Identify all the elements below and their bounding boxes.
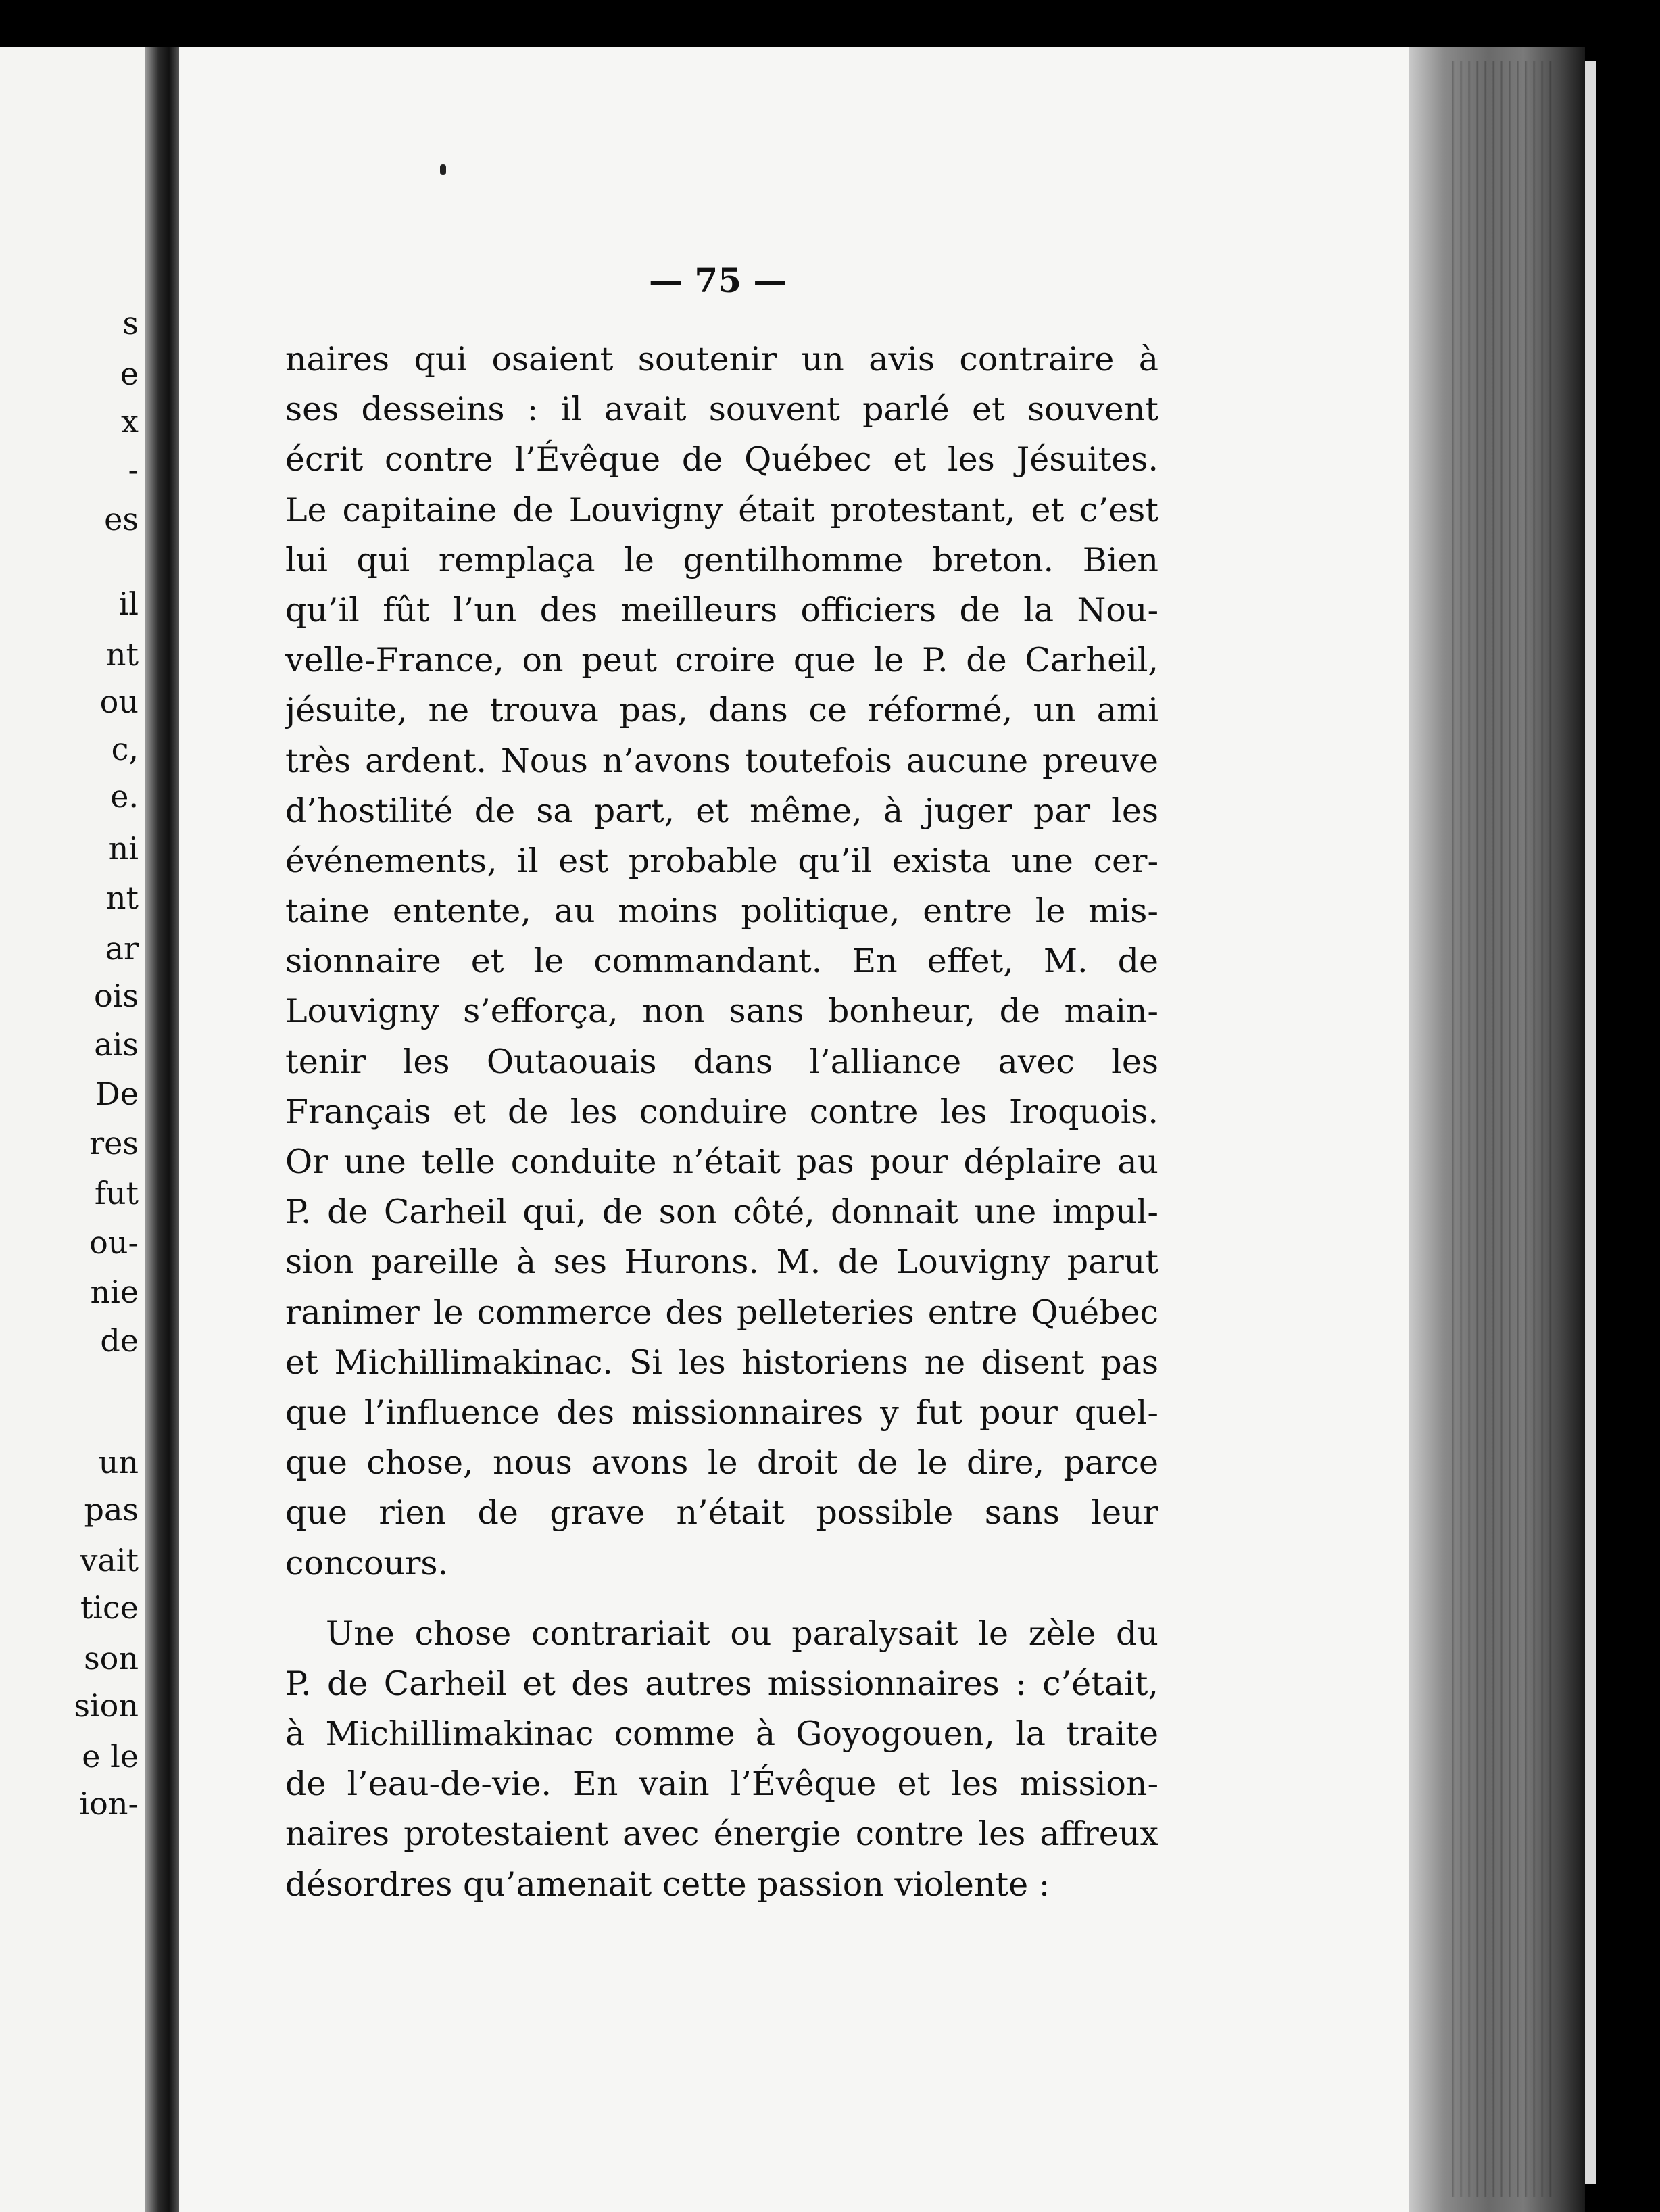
text-line: P. de Carheil qui, de son côté, donnait une impul- [285,1193,1158,1232]
text-line: et Michillimakinac. Si les historiens ne disent pas [285,1343,1158,1382]
left-page-fragment: sion [74,1687,139,1724]
left-page-fragment: ni [108,830,139,867]
text-line: très ardent. Nous n’avons toutefois aucune preuve [285,741,1158,780]
left-page-fragment: ar [105,930,139,967]
left-page-fragment: fut [94,1175,139,1211]
text-line: que l’influence des missionnaires y fut pour quel- [285,1393,1158,1432]
text-line: d’hostilité de sa part, et même, à juger par les [285,791,1158,830]
left-page-fragment: e [120,356,139,392]
text-line: velle-France, on peut croire que le P. de Carheil, [285,641,1158,680]
left-page-fragment: nt [105,880,139,916]
left-page-fragment: pas [84,1491,139,1528]
ink-speck [440,164,446,175]
left-page-fragment: vait [80,1542,139,1579]
paragraph-gap [285,1589,1158,1609]
left-page-fragment: e le [82,1738,139,1775]
text-line: écrit contre l’Évêque de Québec et les Jésuites. [285,440,1158,479]
text-line: taine entente, au moins politique, entre le mis- [285,892,1158,931]
text-line: ranimer le commerce des pelleteries entre Québec [285,1293,1158,1332]
text-line: Une chose contrariait ou paralysait le zèle du [326,1614,1158,1653]
text-line: Louvigny s’efforça, non sans bonheur, de main- [285,992,1158,1031]
text-line: concours. [285,1543,449,1583]
text-line: sion pareille à ses Hurons. M. de Louvigny parut [285,1243,1158,1282]
left-page-fragment: de [100,1322,139,1359]
text-line: sionnaire et le commandant. En effet, M. de [285,942,1158,981]
text-line: lui qui remplaça le gentilhomme breton. Bien [285,540,1158,579]
page-edge-stack [1446,61,1555,2197]
body-text [285,335,1158,1910]
text-line: désordres qu’amenait cette passion violente : [285,1865,1050,1904]
left-page-fragment: un [98,1444,139,1481]
page-edge-strip [1585,61,1596,2184]
text-line: Le capitaine de Louvigny était protestant, et c’est [285,490,1158,529]
left-page-fragment: son [84,1640,139,1677]
left-facing-page [0,47,145,2212]
left-page-fragment: ois [93,978,139,1014]
left-page-fragment: De [95,1076,139,1112]
paragraph [285,335,1158,1589]
text-line: à Michillimakinac comme à Goyogouen, la traite [285,1714,1158,1754]
left-page-fragment: es [104,501,139,537]
left-page-fragment: nie [90,1274,139,1310]
left-page-fragment: - [128,452,139,488]
left-page-fragment: tice [80,1589,139,1626]
text-line: qu’il fût l’un des meilleurs officiers de la Nou- [285,590,1158,629]
text-line: naires protestaient avec énergie contre les affreux [285,1814,1158,1854]
text-line: de l’eau-de-vie. En vain l’Évêque et les mission- [285,1764,1158,1804]
paragraph [285,1609,1158,1910]
left-page-fragment: ou- [89,1224,139,1261]
text-line: que chose, nous avons le droit de le dire, parce [285,1443,1158,1483]
left-page-fragment: nt [105,636,139,673]
left-page-fragment: ou [99,683,139,720]
page-number: — 75 — [649,260,787,300]
left-page-fragment: e. [110,778,139,815]
text-line: P. de Carheil et des autres missionnaires : c’était, [285,1664,1158,1703]
text-line: événements, il est probable qu’il exista une cer- [285,841,1158,880]
text-line: naires qui osaient soutenir un avis contraire à [285,340,1158,379]
left-page-fragment: s [122,305,139,341]
left-page-fragment: il [118,585,139,622]
left-page-fragment: ion- [79,1785,139,1822]
left-page-fragment: x [121,403,139,439]
text-line: jésuite, ne trouva pas, dans ce réformé, un ami [285,691,1158,730]
text-line: ses desseins : il avait souvent parlé et souvent [285,390,1158,429]
book-gutter [145,47,179,2212]
text-line: Français et de les conduire contre les Iroquois. [285,1092,1158,1131]
text-line: tenir les Outaouais dans l’alliance avec les [285,1042,1158,1081]
left-page-fragment: res [89,1125,139,1161]
left-page-fragment: c, [111,731,139,767]
text-line: Or une telle conduite n’était pas pour déplaire au [285,1143,1158,1181]
text-line: que rien de grave n’était possible sans leur [285,1493,1158,1533]
left-page-fragment: ais [94,1026,139,1063]
